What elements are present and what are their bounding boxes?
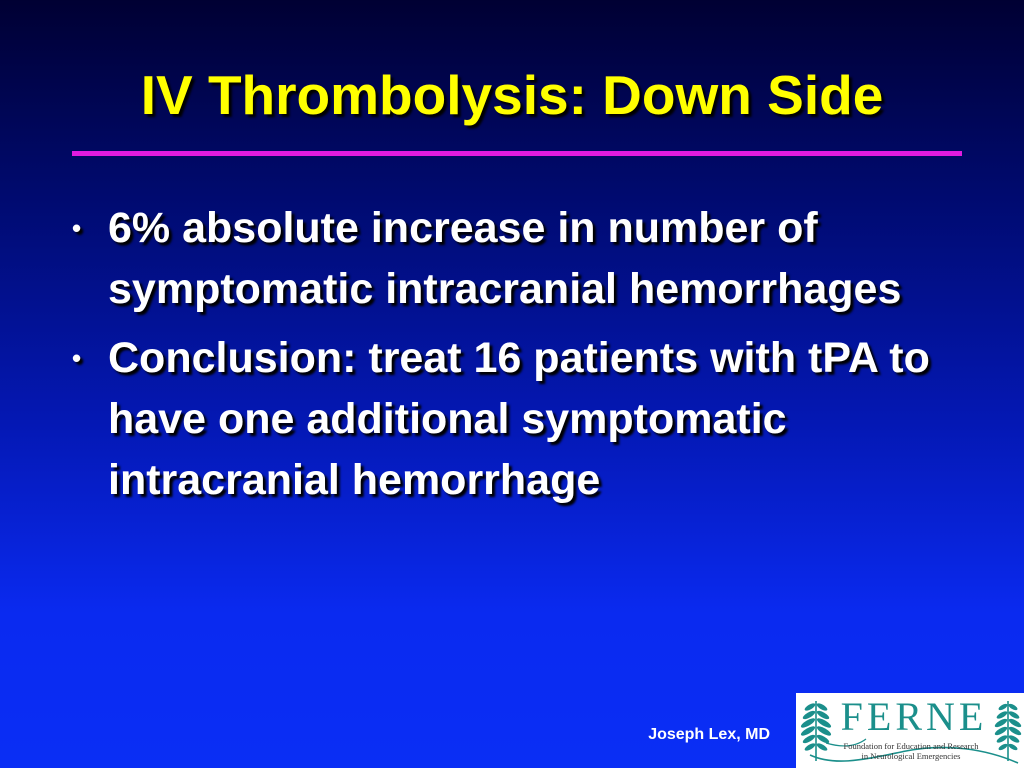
- bullet-dot-icon: •: [72, 343, 82, 373]
- bullet-text: 6% absolute increase in number of symptomatic intracranial hemorrhages: [108, 204, 902, 313]
- logo-tagline-line: Foundation for Education and Research: [843, 741, 979, 751]
- slide-title: IV Thrombolysis: Down Side: [140, 64, 884, 126]
- logo-tagline-line: in Neurological Emergencies: [861, 751, 961, 761]
- author-credit: Joseph Lex, MD: [648, 726, 770, 743]
- bullet-list: [72, 198, 972, 519]
- fern-leaf-icon: [800, 697, 832, 763]
- bullet-item: [72, 328, 972, 511]
- logo-tagline: [836, 741, 986, 761]
- fern-leaf-icon: [994, 697, 1022, 763]
- ferne-logo: [796, 693, 1024, 768]
- bullet-text: Conclusion: treat 16 patients with tPA to have one additional symptomatic intracranial hemorrhage: [108, 334, 930, 504]
- bullet-item: [72, 198, 972, 320]
- title-divider: [72, 151, 962, 156]
- bullet-dot-icon: •: [72, 213, 82, 243]
- logo-wordmark: FERNE: [840, 694, 988, 739]
